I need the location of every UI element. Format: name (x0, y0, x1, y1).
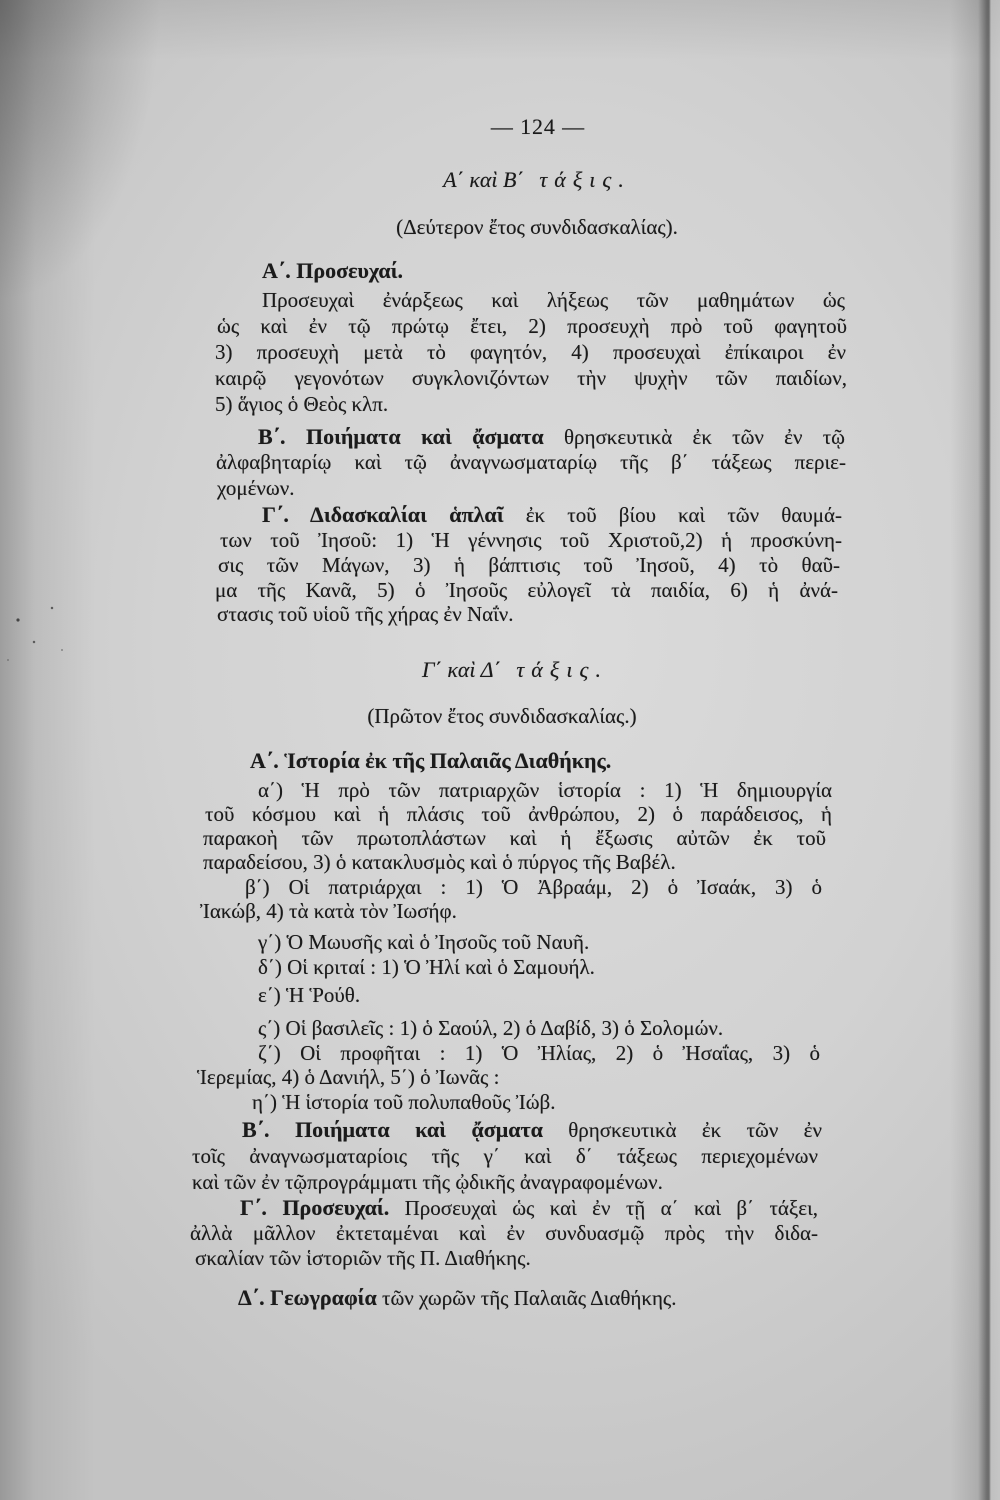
text-line: καιρῷ γεγονότων συγκλονιζόντων τὴν ψυχὴν τῶν παιδίων, (215, 366, 847, 390)
year-note: (Δεύτερον ἔτος συνδιδασκαλίας). (396, 215, 678, 239)
text-line: ἀλλὰ μᾶλλον ἐκτεταμέναι καὶ ἐν συνδυασμῷ πρὸς τὴν διδα- (190, 1221, 818, 1245)
section-title: Γ΄. Προσευχαί. (240, 1195, 390, 1220)
paragraph-first-line (242, 1118, 822, 1142)
text-line: γ΄) Ὁ Μωυσῆς καὶ ὁ Ἰησοῦς τοῦ Ναυῆ. (258, 930, 590, 954)
text-line: παρακοὴ τῶν πρωτοπλάστων καὶ ἡ ἔξωσις αὐτῶν ἐκ τοῦ (203, 826, 826, 850)
text-line: α΄) Ἡ πρὸ τῶν πατριαρχῶν ἱστορία : 1) Ἡ δημιουργία (258, 778, 832, 802)
paragraph-first-line (240, 1196, 818, 1220)
text-line: σκαλίαν τῶν ἱστοριῶν τῆς Π. Διαθήκης. (195, 1246, 531, 1270)
text-line: καὶ τῶν ἐν τῷπρογράμματι τῆς ᾠδικῆς ἀναγραφομένων. (192, 1170, 663, 1194)
class-heading-label: Γ΄ καὶ Δ΄ (421, 657, 501, 682)
text-line: 3) προσευχὴ μετὰ τὸ φαγητόν, 4) προσευχαὶ ἐπίκαιροι ἐν (215, 340, 846, 364)
section-title: Α΄. Προσευχαί. (262, 258, 404, 283)
class-heading (287, 166, 787, 194)
page-edge-shadow (950, 0, 1000, 1500)
paragraph-first-line (262, 503, 842, 527)
text-line: μα τῆς Κανᾶ, 5) ὁ Ἰησοῦς εὐλογεῖ τὰ παιδία, 6) ἡ ἀνά- (215, 578, 838, 602)
text-line: 5) ἅγιος ὁ Θεὸς κλπ. (215, 392, 389, 416)
text-line: ζ΄) Οἱ προφῆται : 1) Ὁ Ἠλίας, 2) ὁ Ἠσαΐας, 3) ὁ (258, 1041, 820, 1065)
page-number: — 124 — (490, 114, 586, 139)
section-title: Β΄. Ποιήματα καὶ ᾄσματα (242, 1117, 543, 1142)
section-title: Α΄. Ἱστορία ἐκ τῆς Παλαιᾶς Διαθήκης. (250, 748, 612, 773)
text-line: στασις τοῦ υἱοῦ τῆς χήρας ἐν Ναΐν. (217, 602, 514, 626)
year-note: (Πρῶτον ἔτος συνδιδασκαλίας.) (367, 704, 637, 728)
text-line: παραδείσου, 3) ὁ κατακλυσμὸς καὶ ὁ πύργος τῆς Βαβέλ. (203, 850, 676, 874)
text-line: χομένων. (217, 476, 295, 500)
text-line: θρησκευτικὰ ἐκ τῶν ἐν τῷ (563, 425, 845, 449)
class-heading-word: τάξις. (539, 167, 631, 192)
text-line: Ἱερεμίας, 4) ὁ Δανιήλ, 5΄) ὁ Ἰωνᾶς : (197, 1065, 500, 1089)
class-heading-word: τάξις. (516, 657, 609, 682)
text-line: Προσευχαὶ ὡς καὶ ἐν τῇ α΄ καὶ β΄ τάξει, (404, 1196, 818, 1220)
paragraph-first-line (258, 425, 845, 449)
text-line: δ΄) Οἱ κριταί : 1) Ὁ Ἠλί καὶ ὁ Σαμουήλ. (258, 955, 595, 979)
text-line: θρησκευτικὰ ἐκ τῶν ἐν (568, 1118, 822, 1142)
text-line: των τοῦ Ἰησοῦ: 1) Ἡ γέννησις τοῦ Χριστοῦ,2) ἡ προσκύνη- (220, 528, 842, 552)
text-line: ὡς καὶ ἐν τῷ πρώτῳ ἔτει, 2) προσευχὴ πρὸ τοῦ φαγητοῦ (217, 314, 847, 338)
text-line: ς΄) Οἱ βασιλεῖς : 1) ὁ Σαούλ, 2) ὁ Δαβίδ, 3) ὁ Σολομών. (258, 1016, 724, 1040)
paragraph-first-line (238, 1286, 677, 1310)
text-line: ε΄) Ἡ Ῥούθ. (258, 983, 361, 1007)
scan-speckles (0, 590, 80, 680)
text-line: ἐκ τοῦ βίου καὶ τῶν θαυμά- (525, 503, 842, 527)
section-title: Δ΄. Γεωγραφία (238, 1285, 377, 1310)
class-heading-label: Α΄ καὶ Β΄ (443, 167, 524, 192)
text-line: β΄) Οἱ πατριάρχαι : 1) Ὁ Ἀβραάμ, 2) ὁ Ἰσαάκ, 3) ὁ (245, 875, 822, 899)
text-line: Ἰακώβ, 4) τὰ κατὰ τὸν Ἰωσήφ. (200, 899, 457, 923)
text-line: τοῖς ἀναγνωσματαρίοις τῆς γ΄ καὶ δ΄ τάξεως περιεχομένων (192, 1144, 818, 1168)
class-heading (265, 656, 765, 684)
section-title: Β΄. Ποιήματα καὶ ᾄσματα (258, 424, 544, 449)
text-line: ἀλφαβηταρίῳ καὶ τῷ ἀναγνωσματαρίῳ τῆς β΄ τάξεως περιε- (216, 450, 846, 474)
text-line: η΄) Ἡ ἱστορία τοῦ πολυπαθοῦς Ἰώβ. (252, 1090, 556, 1114)
section-title: Γ΄. Διδασκαλίαι ἁπλαῖ (262, 502, 504, 527)
text-line: σις τῶν Μάγων, 3) ἡ βάπτισις τοῦ Ἰησοῦ, 4) τὸ θαῦ- (218, 553, 840, 577)
text-line: τοῦ κόσμου καὶ ἡ πλάσις τοῦ ἀνθρώπου, 2) ὁ παράδεισος, ἡ (205, 802, 832, 826)
text-line: Προσευχαὶ ἐνάρξεως καὶ λήξεως τῶν μαθημάτων ὡς (262, 288, 845, 312)
text-line: τῶν χωρῶν τῆς Παλαιᾶς Διαθήκης. (382, 1286, 677, 1310)
